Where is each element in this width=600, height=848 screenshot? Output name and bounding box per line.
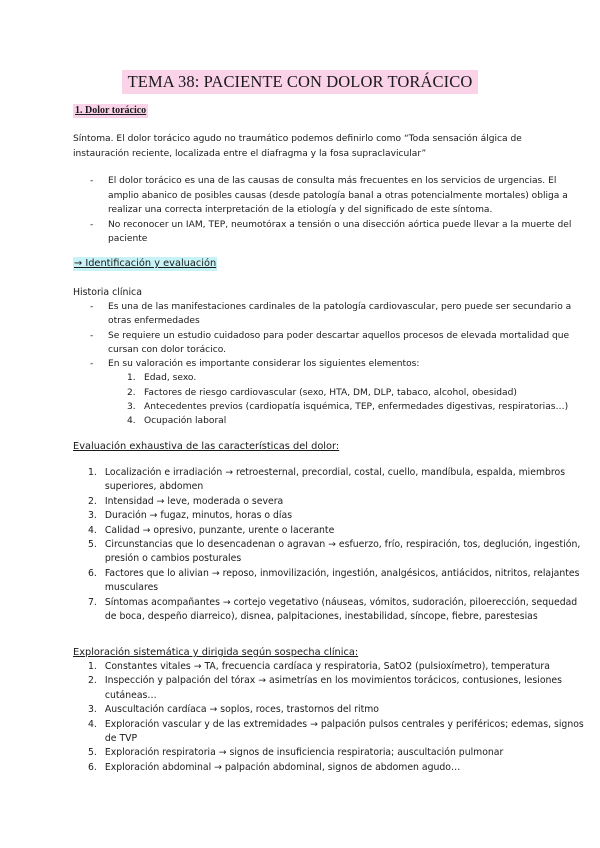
item-number: 6. [88, 761, 97, 773]
list-item [90, 300, 590, 329]
item-text: Circunstancias que lo desencadenan o agravan → esfuerzo, frío, respiración, tos, deglución, ingestión, presión o cambios posturales [104, 539, 581, 565]
list-item [88, 718, 588, 747]
list-item [88, 596, 588, 625]
list-item [88, 509, 588, 523]
evaluacion-heading: Evaluación exhaustiva de las características del dolor: [73, 441, 340, 452]
list-item [88, 495, 588, 509]
list-item [88, 703, 588, 717]
item-text: Factores de riesgo cardiovascular (sexo, HTA, DM, DLP, tabaco, alcohol, obesidad) [144, 387, 517, 398]
list-item [90, 218, 590, 247]
item-number: 1. [88, 661, 97, 672]
bullet-text: Es una de las manifestaciones cardinales de la patología cardiovascular, pero puede ser secundario a otras enfermedades [108, 302, 572, 327]
item-number: 2. [88, 675, 97, 687]
item-number: 1. [127, 373, 136, 384]
item-text: Exploración respiratoria → signos de insuficiencia respiratoria; auscultación pulmonar [104, 747, 504, 759]
bullet-text: No reconocer un IAM, TEP, neumotórax a tensión o una disección aórtica puede llevar a la muerte del paciente [108, 219, 572, 244]
list-item [90, 357, 590, 371]
item-number: 2. [88, 495, 97, 507]
item-text: Antecedentes previos (cardiopatía isquémica, TEP, enfermedades digestivas, respiratorias…) [144, 402, 569, 413]
item-text: Inspección y palpación del tórax → asimetrías en los movimientos torácicos, contusiones, lesiones cutáneas… [104, 675, 562, 701]
item-text: Intensidad → leve, moderada o severa [104, 495, 284, 507]
item-number: 4. [88, 718, 97, 730]
list-item [127, 414, 590, 428]
item-text: Calidad → opresivo, punzante, urente o lacerante [104, 524, 335, 536]
item-text: Exploración abdominal → palpación abdominal, signos de abdomen agudo… [104, 761, 461, 773]
list-item [90, 174, 590, 218]
subheading-identificacion: → Identificación y evaluación [74, 258, 217, 269]
bullet-mark: - [90, 219, 94, 230]
exploracion-heading: Exploración sistemática y dirigida según sospecha clínica: [73, 647, 359, 658]
item-number: 2. [127, 387, 136, 398]
list-item [88, 761, 588, 775]
item-number: 4. [88, 524, 97, 536]
intro-paragraph: Síntoma. El dolor torácico agudo no traumático podemos definirlo como “Toda sensación álgica de instauración reciente, localizada entre el diafragma y la fosa supraclavicular” [73, 134, 522, 159]
bullet-text: El dolor torácico es una de las causas de consulta más frecuentes en los servicios de urgencias. El amplio abanico de posibles causas (desde patología banal a otras potencialmente mortales) obliga a realizar una correcta interpretación de la etiología y del significado de este síntoma. [108, 176, 568, 215]
list-item [88, 660, 588, 674]
title-row [0, 70, 600, 94]
item-number: 7. [88, 596, 97, 608]
bullet-mark: - [90, 176, 94, 186]
item-number: 4. [127, 416, 136, 427]
page-title: TEMA 38: PACIENTE CON DOLOR TORÁCICO [122, 70, 479, 94]
item-number: 5. [88, 747, 97, 759]
bullet-mark: - [90, 330, 94, 341]
item-number: 6. [88, 567, 97, 579]
item-text: Constantes vitales → TA, frecuencia cardíaca y respiratoria, SatO2 (pulsioxímetro), temperatura [104, 661, 550, 672]
item-text: Edad, sexo. [144, 373, 197, 384]
list-item [88, 674, 588, 703]
bullet-mark: - [90, 302, 94, 312]
list-item [127, 371, 590, 385]
item-number: 1. [88, 467, 97, 478]
item-number: 3. [127, 402, 136, 413]
item-text: Localización e irradiación → retroesternal, precordial, costal, cuello, mandíbula, espalda, miembros superiores, abdomen [104, 467, 566, 493]
item-text: Síntomas acompañantes → cortejo vegetativo (náuseas, vómitos, sudoración, piloerección, sequedad de boca, despeño diarreico), disnea, palpitaciones, inestabilidad, síncope, fiebre, parestesias [104, 596, 578, 623]
list-item [88, 524, 588, 538]
historia-bullet-list [90, 300, 590, 429]
item-text: Exploración vascular y de las extremidades → palpación pulsos centrales y periféricos; edemas, signos de TVP [104, 718, 584, 745]
item-text: Factores que lo alivian → reposo, inmovilización, ingestión, analgésicos, antiácidos, nitritos, relajantes musculares [104, 567, 580, 594]
list-item [90, 329, 590, 358]
item-number: 3. [88, 510, 97, 522]
evaluacion-list [88, 466, 588, 624]
exploracion-list [88, 660, 588, 775]
list-item [88, 466, 588, 495]
list-item [88, 746, 588, 760]
list-item [88, 567, 588, 596]
list-item [88, 538, 588, 567]
item-number: 5. [88, 539, 97, 551]
list-item [127, 400, 590, 414]
section-heading-dolor-toracico: 1. Dolor torácico [75, 105, 147, 116]
item-number: 3. [88, 704, 97, 716]
item-text: Auscultación cardíaca → soplos, roces, trastornos del ritmo [104, 704, 379, 716]
valoracion-elements-list [127, 371, 590, 428]
item-text: Duración → fugaz, minutos, horas o días [104, 510, 293, 522]
bullet-text: En su valoración es importante considerar los siguientes elementos: [108, 359, 420, 370]
list-item [127, 386, 590, 400]
bullet-mark: - [90, 359, 94, 370]
historia-clinica-label: Historia clínica [73, 287, 142, 298]
item-text: Ocupación laboral [144, 416, 227, 427]
bullet-text: Se requiere un estudio cuidadoso para poder descartar aquellos procesos de elevada mortalidad que cursan con dolor torácico. [108, 330, 570, 355]
section1-bullet-list [90, 174, 590, 247]
